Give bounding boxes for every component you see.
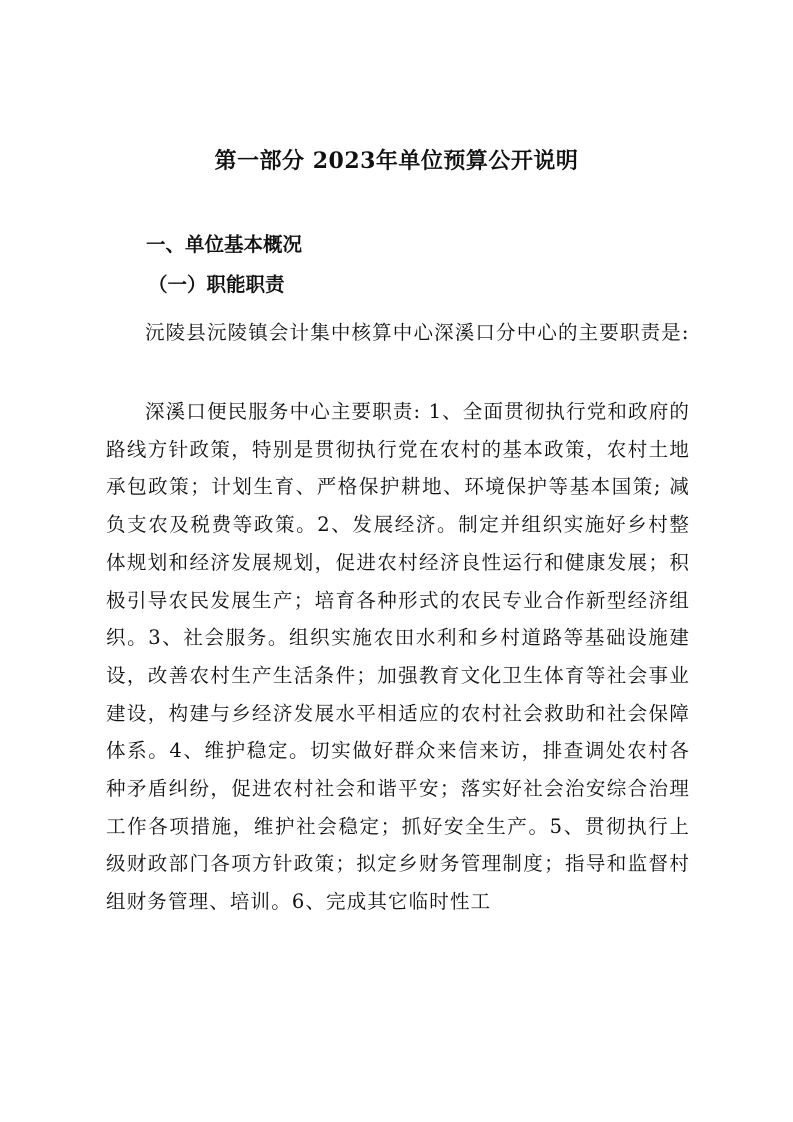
subsection-heading: （一）职能职责: [148, 273, 285, 296]
document-title: 第一部分 2023年单位预算公开说明: [214, 148, 579, 174]
paragraph-intro: 沅陵县沅陵镇会计集中核算中心深溪口分中心的主要职责是:: [145, 321, 690, 344]
section-heading: 一、单位基本概况: [146, 233, 303, 256]
paragraph-duties: 深溪口便民服务中心主要职责: 1、全面贯彻执行党和政府的路线方针政策，特别是贯彻执行党在农村的基本政策，农村土地承包政策；计划生育、严格保护耕地、环境保护等基本国策; 减负支农及税费等政策。2、发展经济。制定并组织实施好乡村整体规划和经济发展规划，促进农村经济良性运行和健康发展；积极引导农民发展生产；培育各种形式的农民专业合作新型经济组织。3、社会服务。组织实施农田水利和乡村道路等基础设施建设，改善农村生产生活条件；加强教育文化卫生体育等社会事业建设，构建与乡经济发展水平相适应的农村社会救助和社会保障体系。4、维护稳定。切实做好群众来信来访，排查调处农村各种矛盾纠纷，促进农村社会和谐平安；落实好社会治安综合治理工作各项措施，维护社会稳定；抓好安全生产。5、贯彻执行上级财政部门各项方针政策；拟定乡财务管理制度；指导和监督村组财务管理、培训。6、完成其它临时性工: [106, 400, 690, 914]
